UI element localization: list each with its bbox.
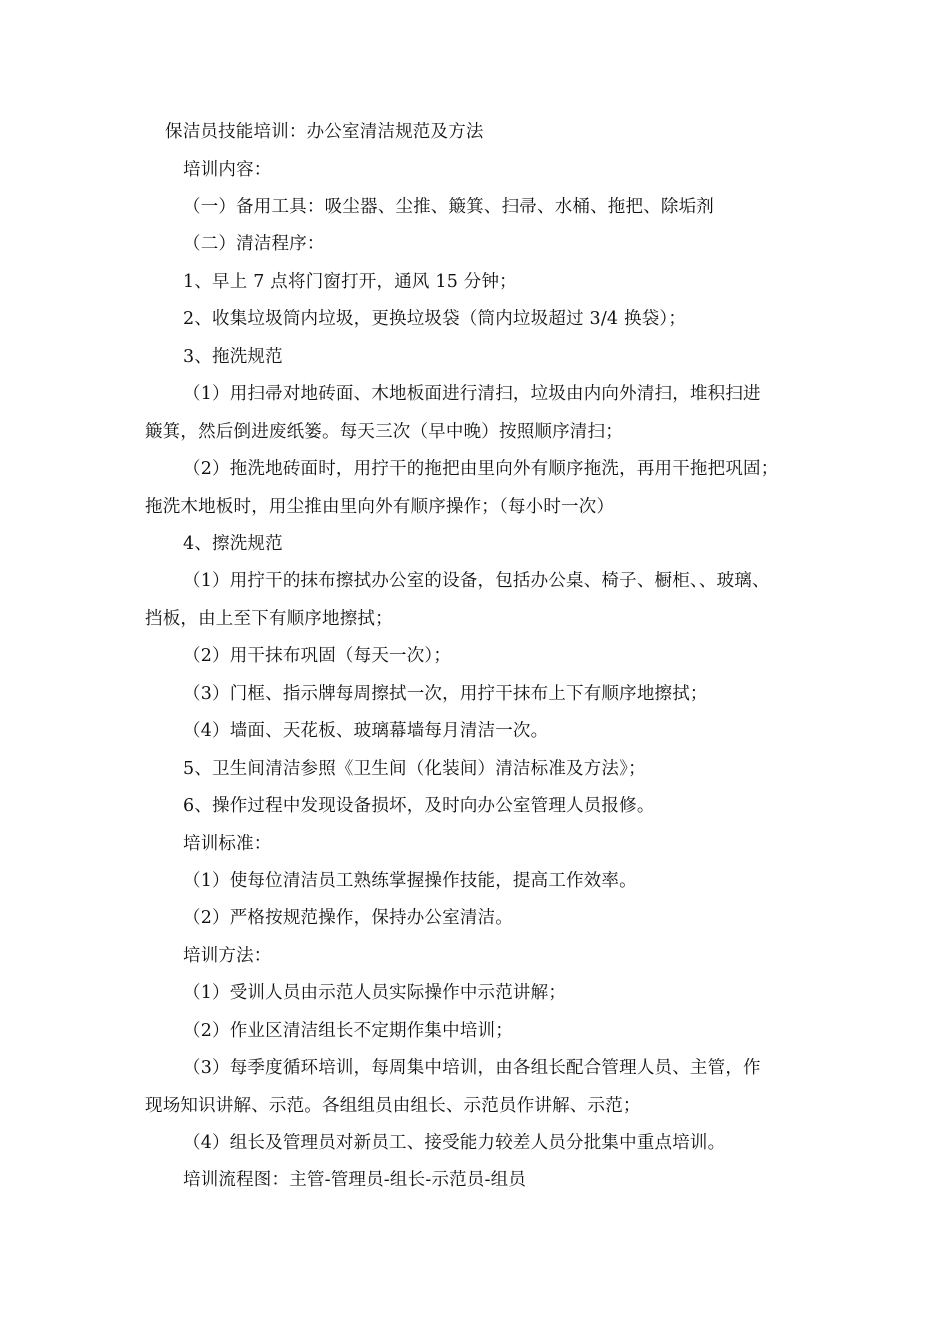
step-4-item-3: （3）门框、指示牌每周擦拭一次，用拧干抹布上下有顺序地擦拭； xyxy=(183,684,708,704)
step-3-item-2-line-1: （2）拖洗地砖面时，用拧干的拖把由里向外有顺序拖洗，再用干拖把巩固； xyxy=(183,459,779,479)
method-3-line-1: （3）每季度循环培训，每周集中培训，由各组长配合管理人员、主管，作 xyxy=(183,1058,761,1078)
standard-heading: 培训标准： xyxy=(183,834,272,854)
training-flow: 培训流程图：主管-管理员-组长-示范员-组员 xyxy=(183,1170,527,1190)
step-4-item-1-line-2: 挡板，由上至下有顺序地擦拭； xyxy=(145,609,393,629)
step-3-item-1-line-1: （1）用扫帚对地砖面、木地板面进行清扫，垃圾由内向外清扫，堆积扫进 xyxy=(183,384,761,404)
method-3-line-2: 现场知识讲解、示范。各组组员由组长、示范员作讲解、示范； xyxy=(145,1096,641,1116)
step-4-item-4: （4）墙面、天花板、玻璃幕墙每月清洁一次。 xyxy=(183,721,549,741)
step-2: 2、收集垃圾筒内垃圾，更换垃圾袋（筒内垃圾超过 3/4 换袋）； xyxy=(183,309,687,329)
step-5: 5、卫生间清洁参照《卫生间（化装间）清洁标准及方法》； xyxy=(183,759,646,779)
step-3-item-2-line-2: 拖洗木地板时，用尘推由里向外有顺序操作；（每小时一次） xyxy=(145,497,615,517)
step-6: 6、操作过程中发现设备损坏，及时向办公室管理人员报修。 xyxy=(183,796,655,816)
step-3-heading: 3、拖洗规范 xyxy=(183,347,283,367)
step-3-item-1-line-2: 簸箕，然后倒进废纸篓。每天三次（早中晚）按照顺序清扫； xyxy=(145,422,623,442)
section-tools: （一）备用工具：吸尘器、尘推、簸箕、扫帚、水桶、拖把、除垢剂 xyxy=(183,197,714,217)
step-4-item-2: （2）用干抹布巩固（每天一次）； xyxy=(183,646,452,666)
method-1: （1）受训人员由示范人员实际操作中示范讲解； xyxy=(183,983,567,1003)
method-4: （4）组长及管理员对新员工、接受能力较差人员分批集中重点培训。 xyxy=(183,1133,726,1153)
standard-2: （2）严格按规范操作，保持办公室清洁。 xyxy=(183,908,513,928)
training-content-heading: 培训内容： xyxy=(183,160,272,180)
step-1: 1、早上 7 点将门窗打开，通风 15 分钟； xyxy=(183,272,517,292)
section-procedure: （二）清洁程序： xyxy=(183,234,325,254)
step-4-heading: 4、擦洗规范 xyxy=(183,534,283,554)
document-title: 保洁员技能培训：办公室清洁规范及方法 xyxy=(165,122,484,142)
method-heading: 培训方法： xyxy=(183,946,272,966)
standard-1: （1）使每位清洁员工熟练掌握操作技能，提高工作效率。 xyxy=(183,871,637,891)
method-2: （2）作业区清洁组长不定期作集中培训； xyxy=(183,1021,513,1041)
step-4-item-1-line-1: （1）用拧干的抹布擦拭办公室的设备，包括办公桌、椅子、橱柜、、玻璃、 xyxy=(183,571,770,591)
